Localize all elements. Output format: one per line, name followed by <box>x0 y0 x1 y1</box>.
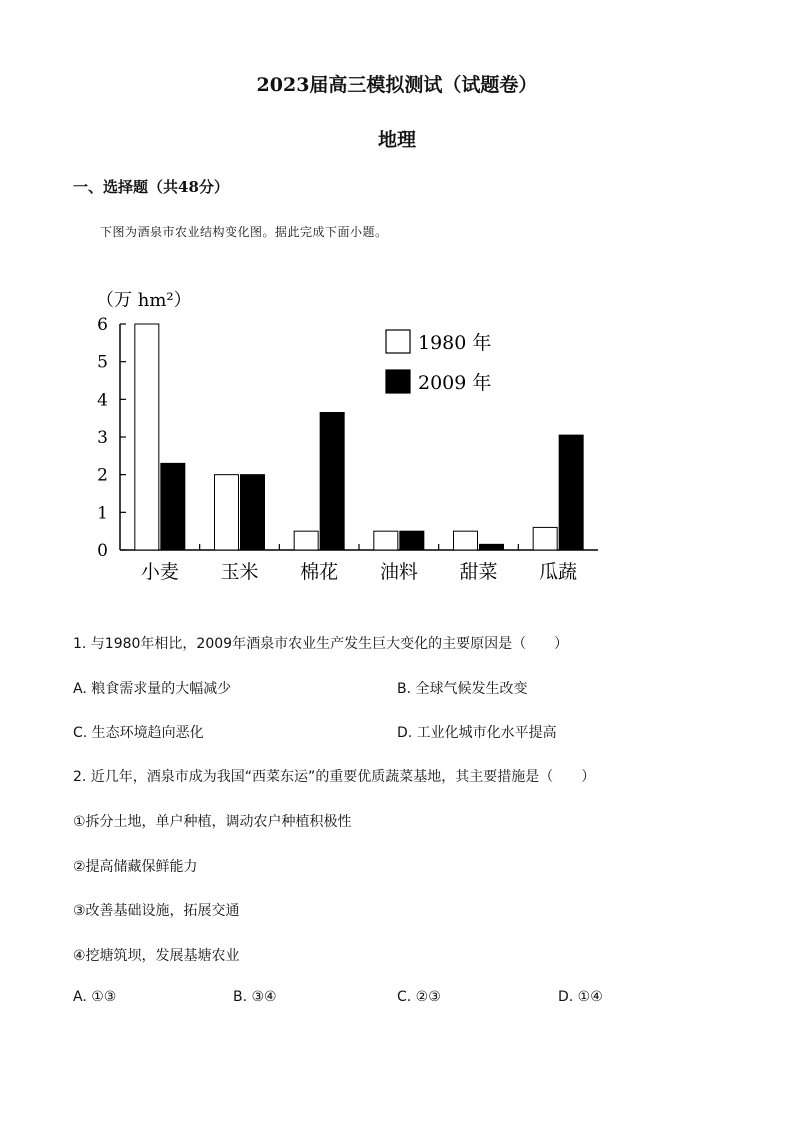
bar-chart <box>80 280 620 600</box>
bar-1980-2 <box>294 531 318 550</box>
question-2-option-c[interactable]: C. ②③ <box>397 989 441 1005</box>
y-tick-label: 6 <box>97 315 108 335</box>
x-tick-label: 小麦 <box>140 561 179 583</box>
bar-1980-1 <box>215 475 239 550</box>
question-2-stem: 2. 近几年，酒泉市成为我国“西菜东运”的重要优质蔬菜基地，其主要措施是（ ） <box>73 769 596 785</box>
bar-2009-1 <box>241 475 265 550</box>
bar-1980-3 <box>374 531 398 550</box>
x-tick-label: 棉花 <box>300 561 339 583</box>
question-1-option-a[interactable]: A. 粮食需求量的大幅减少 <box>73 681 232 697</box>
bar-2009-2 <box>320 413 344 550</box>
y-tick-label: 1 <box>97 503 108 524</box>
question-2-item-1: ①拆分土地，单户种植，调动农户种植积极性 <box>73 814 352 830</box>
bar-1980-5 <box>533 527 557 550</box>
question-1-option-b[interactable]: B. 全球气候发生改变 <box>397 681 528 697</box>
bar-1980-4 <box>454 531 478 550</box>
bar-2009-0 <box>161 463 185 550</box>
legend-label-1: 2009 年 <box>418 372 492 394</box>
question-2-item-4: ④挖塘筑坝，发展基塘农业 <box>73 948 240 964</box>
bar-2009-5 <box>559 435 583 550</box>
page-title: 2023届高三模拟测试（试题卷） <box>256 74 538 96</box>
question-2-option-a[interactable]: A. ①③ <box>73 989 117 1005</box>
x-tick-label: 油料 <box>379 561 418 583</box>
subject-title: 地理 <box>377 129 416 151</box>
bar-2009-4 <box>480 544 504 550</box>
question-2-option-d[interactable]: D. ①④ <box>558 989 603 1005</box>
question-2-item-2: ②提高储藏保鲜能力 <box>73 859 198 875</box>
legend-label-0: 1980 年 <box>418 332 492 354</box>
question-1-option-d[interactable]: D. 工业化城市化水平提高 <box>397 725 557 741</box>
y-tick-label: 3 <box>97 428 108 448</box>
x-tick-label: 玉米 <box>220 561 259 583</box>
y-axis-label: （万 hm²） <box>96 290 192 311</box>
section-title: 一、选择题（共48分） <box>73 178 229 196</box>
y-tick-label: 5 <box>97 352 108 373</box>
y-tick-label: 4 <box>97 390 108 411</box>
question-2-option-b[interactable]: B. ③④ <box>233 989 277 1005</box>
question-2-item-3: ③改善基础设施，拓展交通 <box>73 903 240 919</box>
bar-2009-3 <box>400 531 424 550</box>
question-1-option-c[interactable]: C. 生态环境趋向恶化 <box>73 725 204 741</box>
y-tick-label: 0 <box>97 541 108 561</box>
legend-swatch-1 <box>386 370 410 393</box>
y-tick-label: 2 <box>97 465 108 486</box>
intro-text: 下图为酒泉市农业结构变化图。据此完成下面小题。 <box>100 225 388 239</box>
question-1-stem: 1. 与1980年相比，2009年酒泉市农业生产发生巨大变化的主要原因是（ ） <box>73 636 569 652</box>
bar-1980-0 <box>135 324 159 550</box>
x-tick-label: 瓜蔬 <box>539 561 578 583</box>
legend-swatch-0 <box>386 330 410 353</box>
x-tick-label: 甜菜 <box>459 561 498 583</box>
